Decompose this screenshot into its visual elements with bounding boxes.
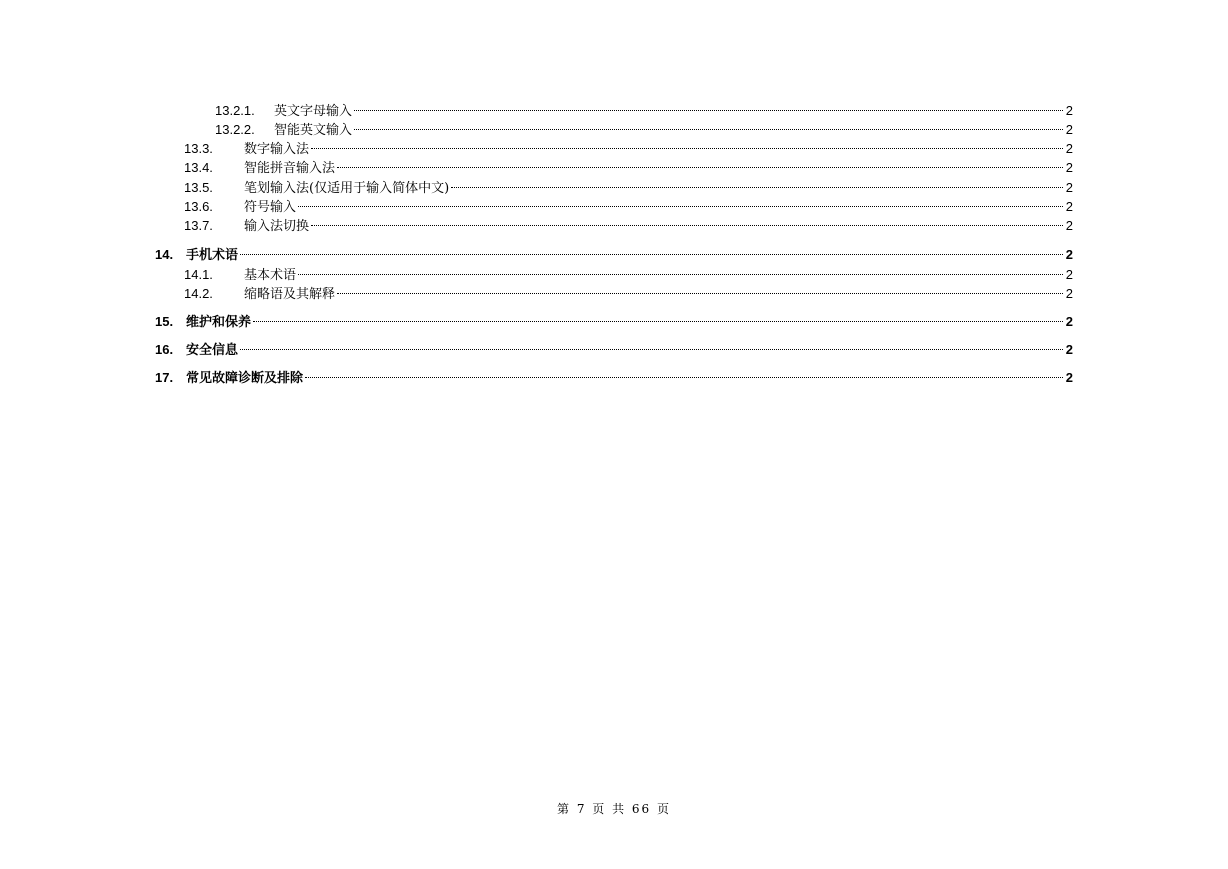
toc-entry-page: 2	[1065, 122, 1073, 137]
toc-entry-number: 17.	[155, 370, 174, 385]
toc-entry[interactable]	[0, 158, 1228, 177]
toc-entry-page: 2	[1065, 370, 1073, 385]
toc-entry-title[interactable]: 符号输入	[244, 200, 297, 215]
dot-leader	[451, 186, 1063, 188]
dot-leader	[354, 109, 1063, 111]
toc-entry[interactable]	[0, 139, 1228, 158]
toc-entry-page: 2	[1065, 180, 1073, 195]
toc-entry-title[interactable]: 缩略语及其解释	[244, 287, 336, 302]
dot-leader	[240, 348, 1063, 350]
toc-entry[interactable]	[0, 265, 1228, 284]
toc-entry-number: 16.	[155, 342, 174, 357]
toc-entry-title[interactable]: 安全信息	[186, 343, 239, 358]
toc-entry-title[interactable]: 英文字母输入	[274, 104, 353, 119]
toc-chapter[interactable]	[0, 368, 1228, 387]
toc-entry-page: 2	[1065, 141, 1073, 156]
toc-entry-title[interactable]: 手机术语	[186, 248, 239, 263]
toc-entry-title[interactable]: 基本术语	[244, 268, 297, 283]
toc-entry-title[interactable]: 智能英文输入	[274, 123, 353, 138]
toc-entry-number: 14.	[155, 247, 174, 262]
toc-entry[interactable]	[0, 216, 1228, 235]
toc-entry-page: 2	[1065, 286, 1073, 301]
dot-leader	[311, 147, 1063, 149]
dot-leader	[298, 205, 1063, 207]
toc-entry-title[interactable]: 维护和保养	[186, 315, 252, 330]
toc-entry-title[interactable]: 智能拼音输入法	[244, 161, 336, 176]
dot-leader	[337, 292, 1063, 294]
dot-leader	[311, 224, 1063, 226]
dot-leader	[240, 253, 1063, 255]
toc-entry-page: 2	[1065, 160, 1073, 175]
toc-chapter[interactable]	[0, 312, 1228, 331]
dot-leader	[298, 273, 1063, 275]
toc-entry-number: 13.5.	[184, 180, 213, 195]
toc-entry-page: 2	[1065, 218, 1073, 233]
toc-entry-number: 14.1.	[184, 267, 213, 282]
toc-entry-number: 13.3.	[184, 141, 213, 156]
dot-leader	[253, 320, 1063, 322]
toc-entry[interactable]	[0, 120, 1228, 139]
toc-entry-page: 2	[1065, 103, 1073, 118]
toc-entry[interactable]	[0, 101, 1228, 120]
toc-entry[interactable]	[0, 284, 1228, 303]
toc-entry-page: 2	[1065, 199, 1073, 214]
page-footer: 第 7 页 共 66 页	[557, 802, 671, 816]
dot-leader	[337, 166, 1063, 168]
toc-entry-title[interactable]: 输入法切换	[244, 219, 310, 234]
toc-entry-page: 2	[1065, 247, 1073, 262]
toc-entry-number: 13.4.	[184, 160, 213, 175]
toc-entry-number: 13.7.	[184, 218, 213, 233]
toc-entry-number: 13.2.2.	[215, 122, 255, 137]
toc-entry-number: 14.2.	[184, 286, 213, 301]
toc-chapter[interactable]	[0, 245, 1228, 264]
toc-entry-page: 2	[1065, 267, 1073, 282]
toc-entry-title[interactable]: 常见故障诊断及排除	[186, 371, 304, 386]
toc-entry-number: 15.	[155, 314, 174, 329]
dot-leader	[354, 128, 1063, 130]
toc-entry-number: 13.6.	[184, 199, 213, 214]
toc-entry-page: 2	[1065, 314, 1073, 329]
toc-chapter[interactable]	[0, 340, 1228, 359]
toc-entry-title[interactable]: 笔划输入法(仅适用于输入简体中文)	[244, 181, 450, 196]
toc-entry[interactable]	[0, 197, 1228, 216]
toc-entry-page: 2	[1065, 342, 1073, 357]
toc-entry-number: 13.2.1.	[215, 103, 255, 118]
toc-entry-title[interactable]: 数字输入法	[244, 142, 310, 157]
toc-entry[interactable]	[0, 178, 1228, 197]
dot-leader	[305, 376, 1063, 378]
